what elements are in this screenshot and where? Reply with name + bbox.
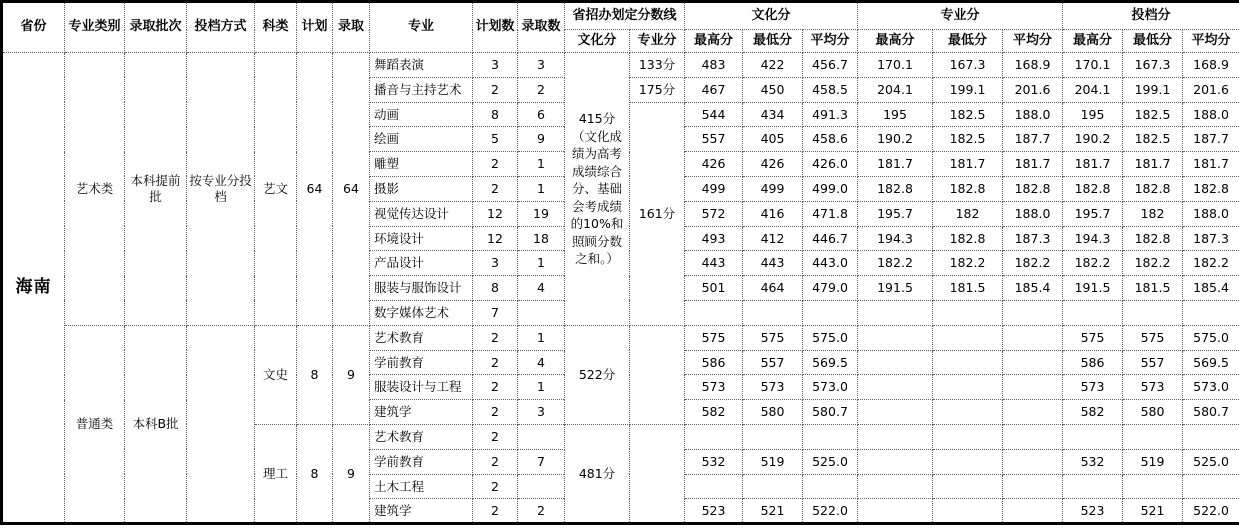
score-cell: [803, 300, 858, 325]
admit-count-cell: 7: [518, 449, 565, 474]
score-cell: 201.6: [1183, 77, 1239, 102]
score-cell: 519: [1123, 449, 1183, 474]
major-line-cell: 133分: [630, 53, 685, 78]
header-method: 投档方式: [187, 2, 255, 53]
score-cell: 182: [1123, 201, 1183, 226]
major-cell: 产品设计: [370, 251, 473, 276]
major-line-cell: 175分: [630, 77, 685, 102]
admit-count-cell: 1: [518, 152, 565, 177]
score-cell: 188.0: [1003, 201, 1063, 226]
score-cell: 188.0: [1003, 102, 1063, 127]
score-cell: 443: [685, 251, 743, 276]
score-cell: [1003, 400, 1063, 425]
plan-count-cell: 2: [473, 424, 518, 449]
score-cell: 416: [743, 201, 803, 226]
major-cell: 绘画: [370, 127, 473, 152]
plan-count-cell: 2: [473, 449, 518, 474]
score-cell: 523: [1063, 499, 1123, 524]
score-cell: [1003, 350, 1063, 375]
score-cell: 575: [1063, 325, 1123, 350]
province-cell: 海南: [2, 53, 65, 524]
score-cell: [1183, 424, 1239, 449]
header-subject: 科类: [255, 2, 297, 53]
score-cell: 479.0: [803, 276, 858, 301]
score-cell: 450: [743, 77, 803, 102]
score-cell: [1063, 300, 1123, 325]
score-cell: [933, 474, 1003, 499]
score-cell: 426: [685, 152, 743, 177]
score-cell: 586: [1063, 350, 1123, 375]
score-cell: [1003, 449, 1063, 474]
major-cell: 服装与服饰设计: [370, 276, 473, 301]
score-cell: 182.8: [1003, 176, 1063, 201]
header-plan: 计划: [297, 2, 333, 53]
score-cell: [1123, 300, 1183, 325]
score-cell: 181.5: [933, 276, 1003, 301]
score-cell: 573: [685, 375, 743, 400]
culture-line-cell: 415分（文化成绩为高考成绩综合分、基础会考成绩的10%和照顾分数之和。）: [565, 53, 630, 326]
table-row: [2, 53, 1239, 78]
score-cell: 191.5: [1063, 276, 1123, 301]
score-cell: 182.8: [1063, 176, 1123, 201]
score-cell: 185.4: [1003, 276, 1063, 301]
score-cell: [685, 474, 743, 499]
score-cell: [933, 350, 1003, 375]
plan-count-cell: 7: [473, 300, 518, 325]
group-plan-cell: 8: [297, 424, 333, 523]
score-cell: 580: [743, 400, 803, 425]
score-cell: 521: [1123, 499, 1183, 524]
score-cell: 572: [685, 201, 743, 226]
admit-count-cell: 3: [518, 53, 565, 78]
score-cell: 194.3: [1063, 226, 1123, 251]
admit-count-cell: [518, 424, 565, 449]
culture-line-cell: 522分: [565, 325, 630, 424]
score-cell: [933, 325, 1003, 350]
score-cell: 458.6: [803, 127, 858, 152]
score-cell: 582: [1063, 400, 1123, 425]
plan-count-cell: 3: [473, 53, 518, 78]
score-cell: [1123, 474, 1183, 499]
header-toudang-group: 投档分: [1063, 2, 1239, 30]
header-line-culture: 文化分: [565, 30, 630, 53]
header-toudang-max: 最高分: [1063, 30, 1123, 53]
score-cell: 573.0: [1183, 375, 1239, 400]
subject-cell: 文史: [255, 325, 297, 424]
score-cell: 501: [685, 276, 743, 301]
score-cell: [1123, 424, 1183, 449]
score-cell: 557: [685, 127, 743, 152]
score-cell: 191.5: [858, 276, 933, 301]
admit-count-cell: 1: [518, 325, 565, 350]
score-cell: 181.7: [1183, 152, 1239, 177]
plan-count-cell: 2: [473, 325, 518, 350]
score-cell: 181.7: [858, 152, 933, 177]
score-cell: 426: [743, 152, 803, 177]
score-cell: 573: [1063, 375, 1123, 400]
major-cell: 学前教育: [370, 449, 473, 474]
group-plan-cell: 8: [297, 325, 333, 424]
score-cell: 544: [685, 102, 743, 127]
plan-count-cell: 12: [473, 201, 518, 226]
score-cell: 575: [1123, 325, 1183, 350]
plan-count-cell: 12: [473, 226, 518, 251]
score-cell: [933, 424, 1003, 449]
major-cell: 舞蹈表演: [370, 53, 473, 78]
score-cell: 182.2: [1063, 251, 1123, 276]
header-batch: 录取批次: [125, 2, 187, 53]
group-admitted-cell: 9: [333, 424, 370, 523]
score-cell: 586: [685, 350, 743, 375]
score-cell: 185.4: [1183, 276, 1239, 301]
admit-count-cell: 19: [518, 201, 565, 226]
major-cell: 服装设计与工程: [370, 375, 473, 400]
header-admit-count: 录取数: [518, 2, 565, 53]
score-cell: 573: [743, 375, 803, 400]
plan-count-cell: 2: [473, 474, 518, 499]
score-cell: 575: [685, 325, 743, 350]
score-cell: 188.0: [1183, 201, 1239, 226]
major-cell: 雕塑: [370, 152, 473, 177]
score-cell: 557: [1123, 350, 1183, 375]
score-cell: 522.0: [803, 499, 858, 524]
batch-cell: 本科B批: [125, 325, 187, 523]
major-cell: 环境设计: [370, 226, 473, 251]
admit-count-cell: [518, 300, 565, 325]
score-cell: 573.0: [803, 375, 858, 400]
score-cell: [858, 449, 933, 474]
header-major-score-group: 专业分: [858, 2, 1063, 30]
score-cell: 204.1: [1063, 77, 1123, 102]
header-culture-min: 最低分: [743, 30, 803, 53]
score-cell: 182.8: [1123, 176, 1183, 201]
score-cell: 194.3: [858, 226, 933, 251]
group-plan-cell: 64: [297, 53, 333, 326]
score-cell: 188.0: [1183, 102, 1239, 127]
plan-count-cell: 2: [473, 152, 518, 177]
score-cell: 199.1: [933, 77, 1003, 102]
table-header: [2, 2, 1239, 53]
score-cell: [858, 325, 933, 350]
score-cell: 190.2: [1063, 127, 1123, 152]
score-cell: 522.0: [1183, 499, 1239, 524]
major-cell: 视觉传达设计: [370, 201, 473, 226]
score-cell: 182: [933, 201, 1003, 226]
category-cell: 普通类: [65, 325, 125, 523]
header-admit: 录取: [333, 2, 370, 53]
score-cell: [858, 474, 933, 499]
plan-count-cell: 5: [473, 127, 518, 152]
score-cell: 168.9: [1003, 53, 1063, 78]
score-cell: [858, 424, 933, 449]
major-cell: 土木工程: [370, 474, 473, 499]
score-cell: 499: [743, 176, 803, 201]
score-cell: 182.5: [1123, 102, 1183, 127]
score-cell: 580.7: [803, 400, 858, 425]
score-cell: 182.2: [1123, 251, 1183, 276]
score-cell: 182.5: [933, 127, 1003, 152]
score-cell: 201.6: [1003, 77, 1063, 102]
score-cell: [1003, 300, 1063, 325]
score-cell: 182.8: [933, 176, 1003, 201]
score-cell: 456.7: [803, 53, 858, 78]
score-cell: 443: [743, 251, 803, 276]
header-culture-max: 最高分: [685, 30, 743, 53]
header-culture-avg: 平均分: [803, 30, 858, 53]
header-majorscore-min: 最低分: [933, 30, 1003, 53]
header-province: 省份: [2, 2, 65, 53]
plan-count-cell: 2: [473, 77, 518, 102]
score-cell: [933, 300, 1003, 325]
score-cell: 181.5: [1123, 276, 1183, 301]
score-cell: 532: [1063, 449, 1123, 474]
group-admitted-cell: 64: [333, 53, 370, 326]
plan-count-cell: 2: [473, 176, 518, 201]
score-cell: 195.7: [858, 201, 933, 226]
admit-count-cell: 1: [518, 375, 565, 400]
admit-count-cell: 2: [518, 77, 565, 102]
header-category: 专业类别: [65, 2, 125, 53]
admit-count-cell: 4: [518, 276, 565, 301]
score-cell: 523: [685, 499, 743, 524]
group-admitted-cell: 9: [333, 325, 370, 424]
score-cell: [858, 350, 933, 375]
score-cell: [1003, 474, 1063, 499]
score-cell: 569.5: [1183, 350, 1239, 375]
score-cell: [743, 300, 803, 325]
score-cell: [933, 400, 1003, 425]
score-cell: 182.8: [1123, 226, 1183, 251]
score-cell: [1183, 300, 1239, 325]
plan-count-cell: 2: [473, 350, 518, 375]
major-cell: 学前教育: [370, 350, 473, 375]
score-cell: 187.7: [1183, 127, 1239, 152]
score-cell: 181.7: [933, 152, 1003, 177]
major-line-cell: [630, 424, 685, 523]
score-cell: 580.7: [1183, 400, 1239, 425]
score-cell: 499.0: [803, 176, 858, 201]
score-cell: [858, 375, 933, 400]
score-cell: 182.8: [1183, 176, 1239, 201]
score-cell: 170.1: [1063, 53, 1123, 78]
score-cell: [858, 300, 933, 325]
score-cell: 195: [1063, 102, 1123, 127]
score-cell: 181.7: [1123, 152, 1183, 177]
batch-cell: 本科提前批: [125, 53, 187, 326]
admit-count-cell: 6: [518, 102, 565, 127]
score-cell: 573: [1123, 375, 1183, 400]
score-cell: [1003, 424, 1063, 449]
header-culture-group: 文化分: [685, 2, 858, 30]
admit-count-cell: 1: [518, 251, 565, 276]
score-cell: 471.8: [803, 201, 858, 226]
major-cell: 艺术教育: [370, 424, 473, 449]
major-cell: 动画: [370, 102, 473, 127]
plan-count-cell: 2: [473, 375, 518, 400]
score-cell: 182.8: [858, 176, 933, 201]
major-cell: 建筑学: [370, 499, 473, 524]
score-cell: 521: [743, 499, 803, 524]
score-cell: [743, 474, 803, 499]
score-cell: 187.3: [1003, 226, 1063, 251]
admit-count-cell: [518, 474, 565, 499]
plan-count-cell: 2: [473, 499, 518, 524]
score-cell: 464: [743, 276, 803, 301]
score-cell: 195: [858, 102, 933, 127]
header-toudang-min: 最低分: [1123, 30, 1183, 53]
score-cell: 493: [685, 226, 743, 251]
score-cell: 458.5: [803, 77, 858, 102]
score-cell: 190.2: [858, 127, 933, 152]
score-cell: 499: [685, 176, 743, 201]
major-cell: 摄影: [370, 176, 473, 201]
score-cell: 195.7: [1063, 201, 1123, 226]
score-cell: 582: [685, 400, 743, 425]
major-line-cell: 161分: [630, 102, 685, 325]
score-cell: 204.1: [858, 77, 933, 102]
score-cell: 580: [1123, 400, 1183, 425]
score-cell: 182.5: [1123, 127, 1183, 152]
score-cell: 170.1: [858, 53, 933, 78]
header-toudang-avg: 平均分: [1183, 30, 1239, 53]
score-cell: [1003, 375, 1063, 400]
plan-count-cell: 8: [473, 102, 518, 127]
score-cell: 434: [743, 102, 803, 127]
score-cell: 532: [685, 449, 743, 474]
major-cell: 建筑学: [370, 400, 473, 425]
admit-count-cell: 9: [518, 127, 565, 152]
table-row: [2, 325, 1239, 350]
admit-count-cell: 4: [518, 350, 565, 375]
score-cell: [1063, 424, 1123, 449]
score-cell: 182.2: [858, 251, 933, 276]
plan-count-cell: 3: [473, 251, 518, 276]
score-cell: 412: [743, 226, 803, 251]
score-cell: 519: [743, 449, 803, 474]
score-cell: [933, 375, 1003, 400]
score-cell: 446.7: [803, 226, 858, 251]
header-plan-count: 计划数: [473, 2, 518, 53]
score-cell: [1003, 499, 1063, 524]
score-cell: 426.0: [803, 152, 858, 177]
score-cell: 187.3: [1183, 226, 1239, 251]
score-cell: 199.1: [1123, 77, 1183, 102]
score-cell: [1063, 474, 1123, 499]
score-cell: 422: [743, 53, 803, 78]
score-cell: [1183, 474, 1239, 499]
score-cell: [933, 499, 1003, 524]
score-cell: [933, 449, 1003, 474]
score-cell: 167.3: [1123, 53, 1183, 78]
score-cell: 405: [743, 127, 803, 152]
score-cell: 182.2: [933, 251, 1003, 276]
admit-count-cell: 2: [518, 499, 565, 524]
admit-count-cell: 3: [518, 400, 565, 425]
subject-cell: 艺文: [255, 53, 297, 326]
major-cell: 数字媒体艺术: [370, 300, 473, 325]
score-cell: 483: [685, 53, 743, 78]
score-cell: [803, 474, 858, 499]
major-cell: 艺术教育: [370, 325, 473, 350]
score-cell: [1003, 325, 1063, 350]
method-cell: [187, 325, 255, 523]
header-line-major: 专业分: [630, 30, 685, 53]
score-cell: 181.7: [1063, 152, 1123, 177]
score-cell: 525.0: [1183, 449, 1239, 474]
score-cell: 525.0: [803, 449, 858, 474]
category-cell: 艺术类: [65, 53, 125, 326]
score-cell: [858, 499, 933, 524]
score-cell: 168.9: [1183, 53, 1239, 78]
table-body: [2, 53, 1239, 524]
score-cell: [803, 424, 858, 449]
score-cell: 181.7: [1003, 152, 1063, 177]
score-cell: 557: [743, 350, 803, 375]
plan-count-cell: 2: [473, 400, 518, 425]
admit-count-cell: 1: [518, 176, 565, 201]
culture-line-cell: 481分: [565, 424, 630, 523]
score-cell: 167.3: [933, 53, 1003, 78]
admit-count-cell: 18: [518, 226, 565, 251]
major-cell: 播音与主持艺术: [370, 77, 473, 102]
header-majorscore-max: 最高分: [858, 30, 933, 53]
score-cell: 569.5: [803, 350, 858, 375]
score-cell: 443.0: [803, 251, 858, 276]
score-cell: 575.0: [1183, 325, 1239, 350]
score-cell: 182.5: [933, 102, 1003, 127]
method-cell: 按专业分投档: [187, 53, 255, 326]
subject-cell: 理工: [255, 424, 297, 523]
score-cell: 182.2: [1183, 251, 1239, 276]
score-cell: 575: [743, 325, 803, 350]
score-cell: 182.8: [933, 226, 1003, 251]
score-cell: [858, 400, 933, 425]
score-cell: [685, 424, 743, 449]
score-cell: 575.0: [803, 325, 858, 350]
header-major: 专业: [370, 2, 473, 53]
score-cell: [685, 300, 743, 325]
score-cell: 182.2: [1003, 251, 1063, 276]
score-cell: 187.7: [1003, 127, 1063, 152]
header-majorscore-avg: 平均分: [1003, 30, 1063, 53]
score-cell: [743, 424, 803, 449]
plan-count-cell: 8: [473, 276, 518, 301]
score-cell: 467: [685, 77, 743, 102]
header-score-line-group: 省招办划定分数线: [565, 2, 685, 30]
score-cell: 491.3: [803, 102, 858, 127]
major-line-cell: [630, 325, 685, 424]
